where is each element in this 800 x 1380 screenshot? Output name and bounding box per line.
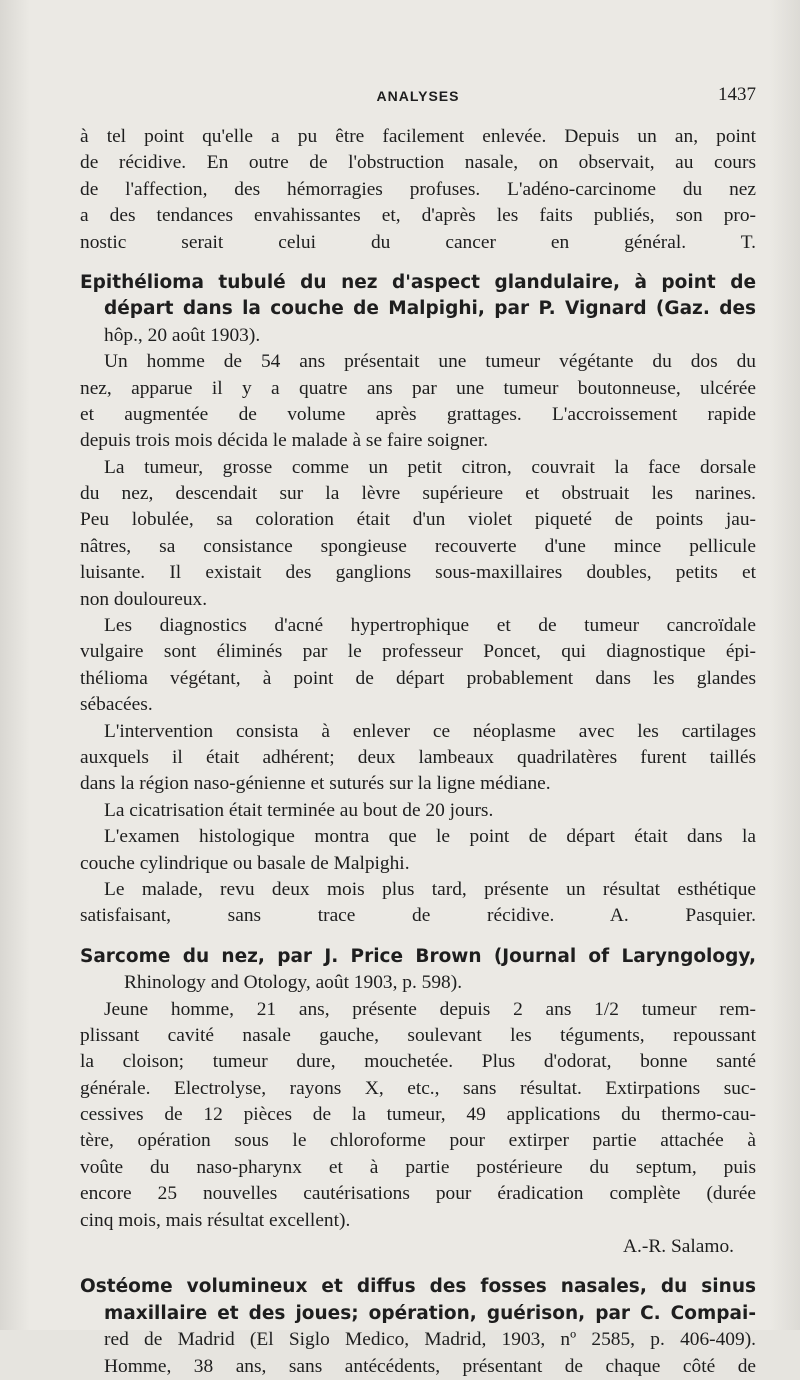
- text-line: A.-R. Salamo.: [623, 1236, 734, 1258]
- text-line: et augmentée de volume après grattages. L'accroissement rapide: [80, 403, 756, 425]
- article-heading-line: départ dans la couche de Malpighi, par P. Vignard (Gaz. des: [104, 298, 756, 320]
- text-line: Jeune homme, 21 ans, présente depuis 2 ans 1/2 tumeur rem-: [104, 998, 756, 1020]
- text-line: Le malade, revu deux mois plus tard, présente un résultat esthétique: [104, 878, 756, 900]
- text-line: nez, apparue il y a quatre ans par une tumeur boutonneuse, ulcérée: [80, 377, 756, 399]
- text-line: à tel point qu'elle a pu être facilement enlevée. Depuis un an, point: [80, 126, 756, 147]
- paragraph-gap: [80, 1260, 756, 1274]
- text-line: red de Madrid (El Siglo Medico, Madrid, 1903, nº 2585, p. 406-409).: [104, 1329, 756, 1351]
- text-line: encore 25 nouvelles cautérisations pour éradication complète (durée: [80, 1183, 756, 1205]
- text-line: L'intervention consista à enlever ce néoplasme avec les cartilages: [104, 720, 756, 742]
- text-line: hôp., 20 août 1903).: [104, 324, 261, 346]
- text-line: générale. Electrolyse, rayons X, etc., sans résultat. Extirpations suc-: [80, 1077, 756, 1099]
- paragraph-gap: [80, 256, 756, 270]
- text-line: satisfaisant, sans trace de récidive. A. Pasquier.: [80, 905, 756, 927]
- text-line: voûte du naso-pharynx et à partie postérieure du septum, puis: [80, 1156, 756, 1178]
- text-line: La tumeur, grosse comme un petit citron, couvrait la face dorsale: [104, 456, 756, 478]
- text-line: La cicatrisation était terminée au bout de 20 jours.: [104, 799, 494, 821]
- text-line: non douloureux.: [80, 588, 208, 610]
- text-line: a des tendances envahissantes et, d'après les faits publiés, son pro-: [80, 205, 756, 227]
- text-line: depuis trois mois décida le malade à se faire soigner.: [80, 430, 489, 452]
- text-line: du nez, descendait sur la lèvre supérieure et obstruait les narines.: [80, 483, 756, 505]
- text-line: Les diagnostics d'acné hypertrophique et de tumeur cancroïdale: [104, 615, 756, 637]
- text-line: nâtres, sa consistance spongieuse recouverte d'une mince pellicule: [80, 535, 756, 557]
- text-line: de récidive. En outre de l'obstruction nasale, on observait, au cours: [80, 152, 756, 174]
- text-line: Homme, 38 ans, sans antécédents, présentant de chaque côté de: [104, 1355, 756, 1377]
- page-number: 1437: [718, 84, 756, 105]
- section-title: ANALYSES: [376, 88, 460, 104]
- text-line: sébacées.: [80, 694, 153, 716]
- text-line: thélioma végétant, à point de départ probablement dans les glandes: [80, 667, 756, 689]
- text-line: vulgaire sont éliminés par le professeur Poncet, qui diagnostique épi-: [80, 641, 756, 663]
- article-heading-line: maxillaire et des joues; opération, guérison, par C. Compai-: [104, 1302, 756, 1324]
- text-line: Peu lobulée, sa coloration était d'un violet piqueté de points jau-: [80, 509, 756, 531]
- text-line: luisante. Il existait des ganglions sous-maxillaires doubles, petits et: [80, 562, 756, 584]
- text-line: auxquels il était adhérent; deux lambeaux quadrilatères furent taillés: [80, 746, 756, 768]
- running-header: [80, 84, 756, 114]
- text-line: de l'affection, des hémorragies profuses. L'adéno-carcinome du nez: [80, 178, 756, 200]
- paragraph-gap: [80, 930, 756, 944]
- text-line: Un homme de 54 ans présentait une tumeur végétante du dos du: [104, 351, 756, 373]
- text-line: Rhinology and Otology, août 1903, p. 598).: [124, 972, 463, 994]
- text-line: tère, opération sous le chloroforme pour extirper partie attachée à: [80, 1130, 756, 1152]
- article-body: [80, 124, 756, 1380]
- text-line: dans la région naso-génienne et suturés sur la ligne médiane.: [80, 773, 551, 795]
- text-line: couche cylindrique ou basale de Malpighi.: [80, 852, 410, 874]
- text-line: cinq mois, mais résultat excellent).: [80, 1209, 351, 1231]
- text-line: L'examen histologique montra que le point de départ était dans la: [104, 826, 756, 848]
- article-heading-line: Sarcome du nez, par J. Price Brown (Journal of Laryngology,: [80, 945, 756, 967]
- text-line: cessives de 12 pièces de la tumeur, 49 applications du thermo-cau-: [80, 1104, 756, 1126]
- text-line: la cloison; tumeur dure, mouchetée. Plus d'odorat, bonne santé: [80, 1051, 756, 1073]
- article-heading-line: Epithélioma tubulé du nez d'aspect glandulaire, à point de: [80, 271, 756, 293]
- text-line: nostic serait celui du cancer en général. T.: [80, 231, 756, 253]
- article-heading-line: Ostéome volumineux et diffus des fosses nasales, du sinus: [80, 1276, 756, 1298]
- text-line: plissant cavité nasale gauche, soulevant les téguments, repoussant: [80, 1024, 756, 1046]
